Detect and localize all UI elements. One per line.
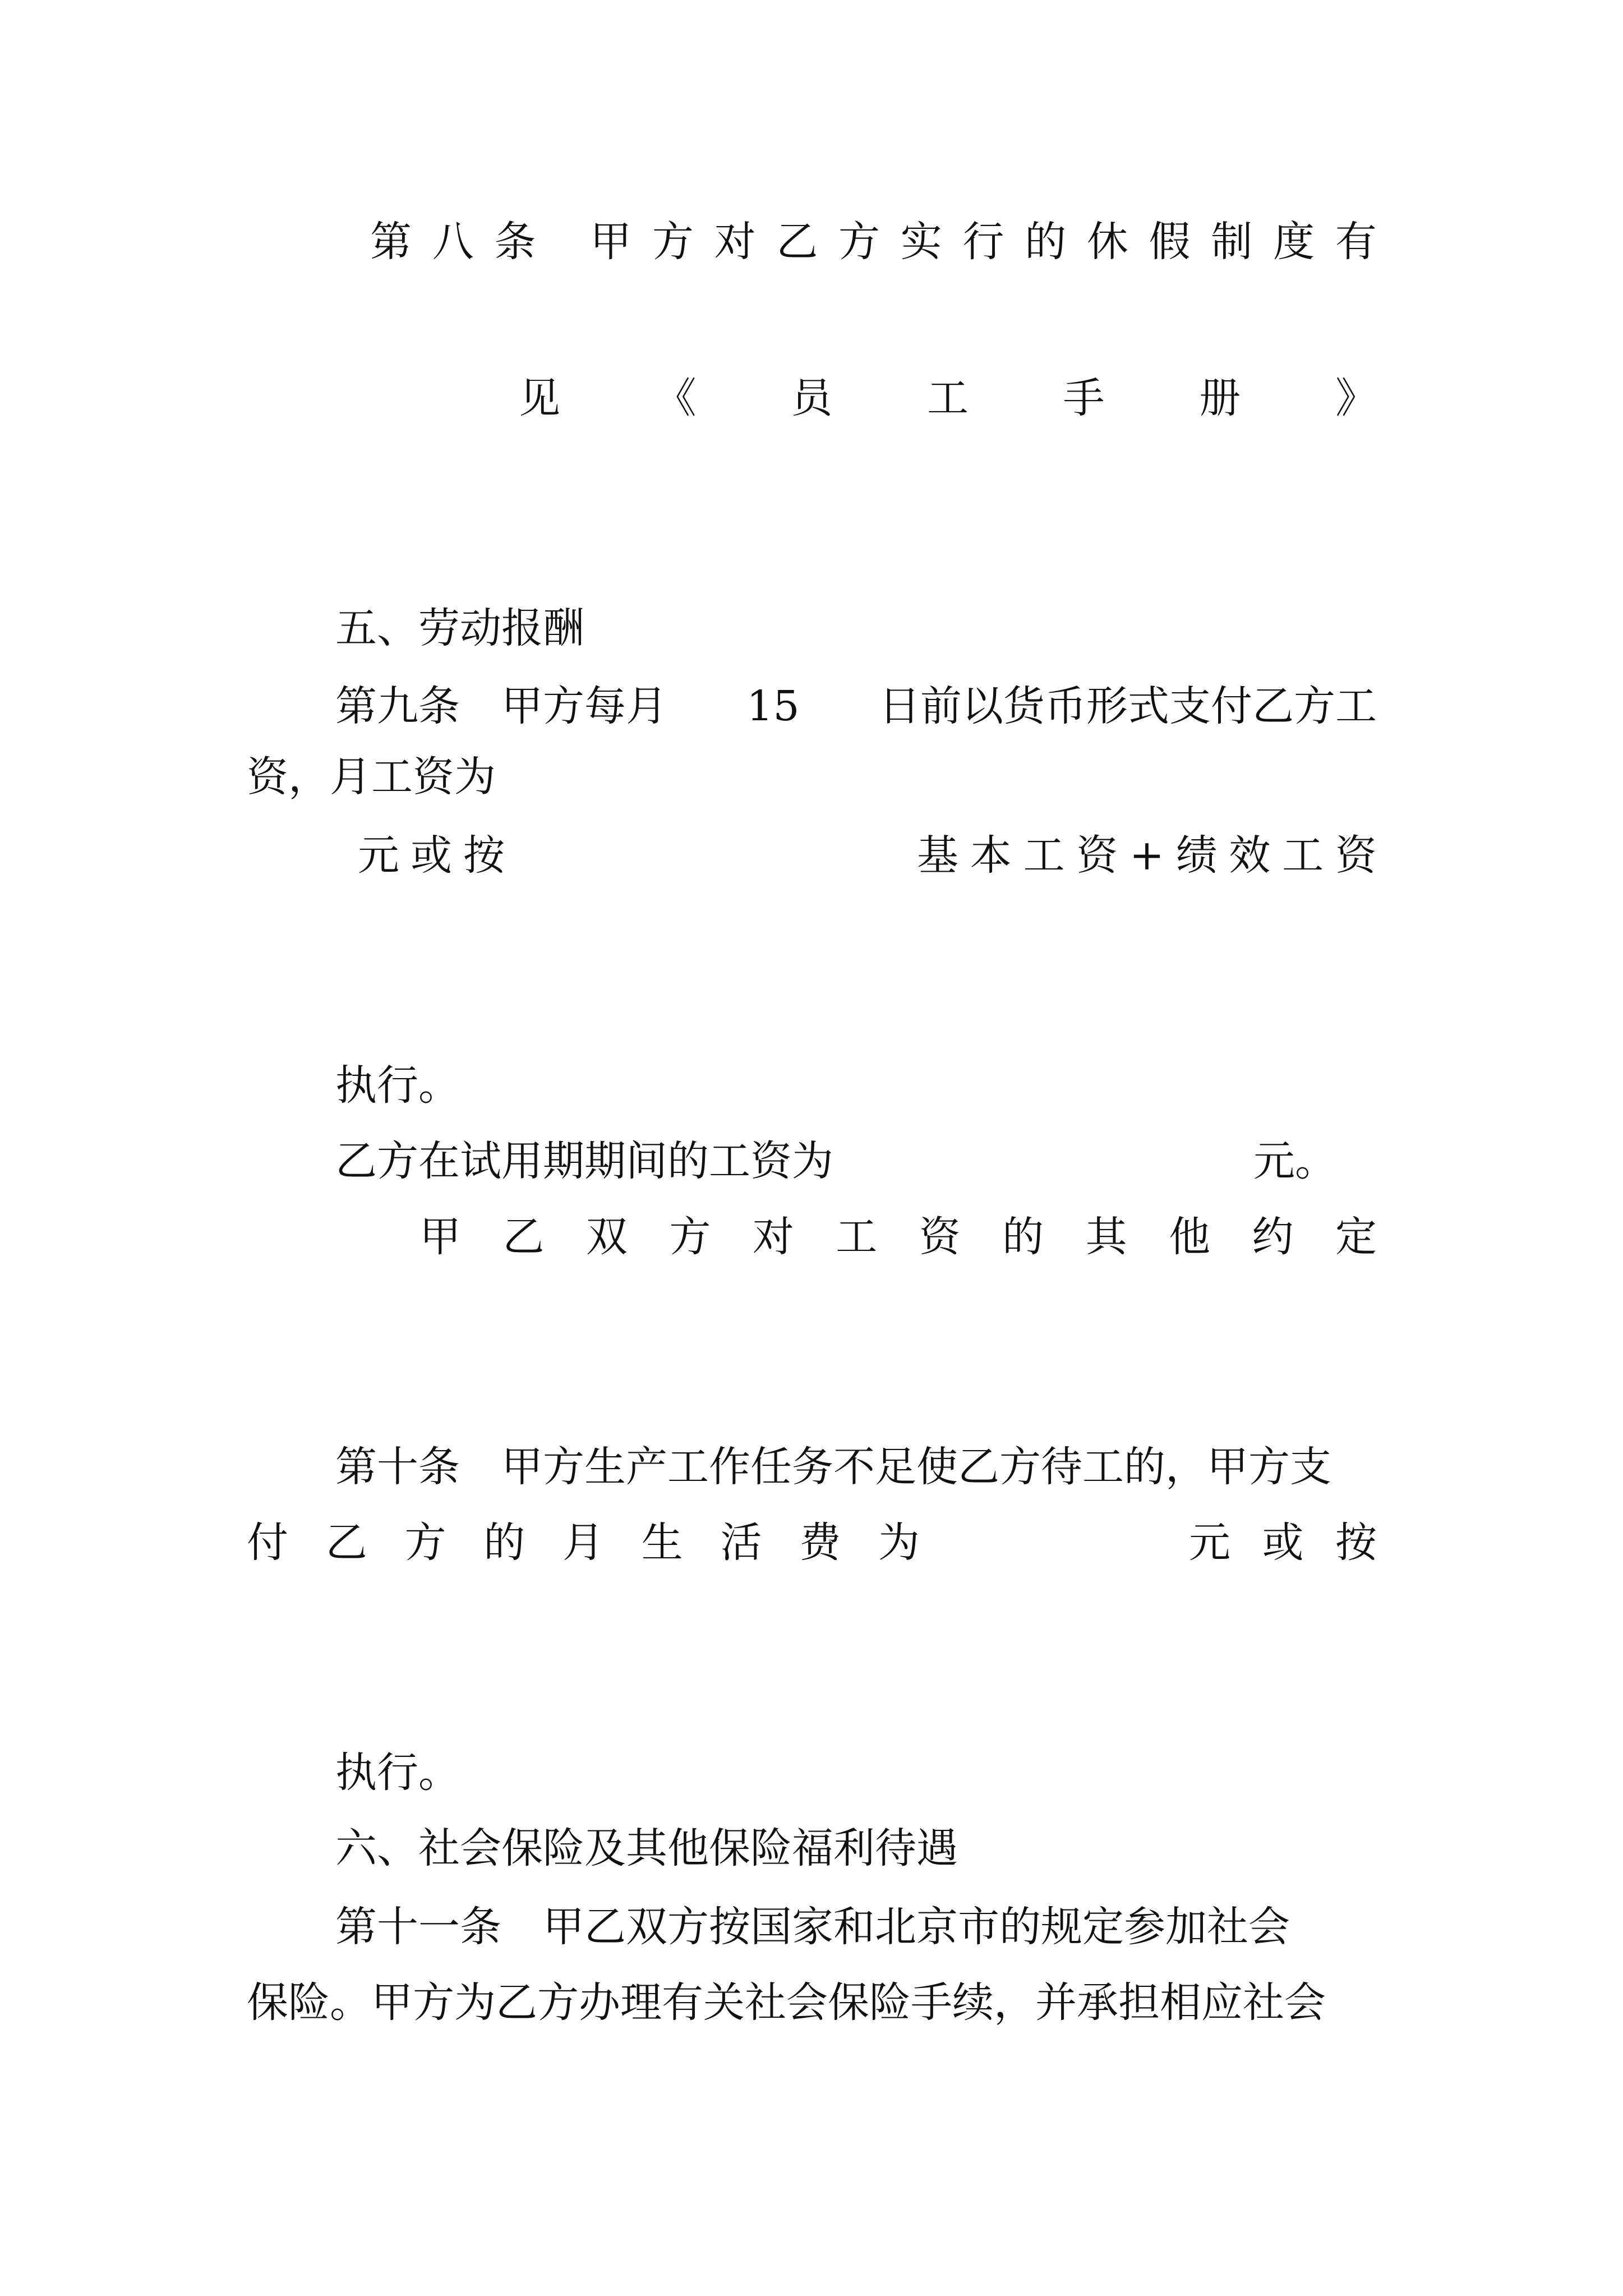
article-10-line-2-left [247,1517,920,1568]
article-10-line-2-right [1189,1517,1377,1568]
char: 方 [652,218,694,266]
other-wage-agreement [419,1212,1377,1262]
char: 手 [1063,374,1105,422]
article-11-line-2: 保险。甲方为乙方办理有关社会保险手续，并承担相应社会 [247,1978,1326,2027]
article-9-line-4: 执行。 [335,1061,460,1110]
char: 按 [1335,1519,1377,1567]
char: 月 [562,1519,604,1567]
article-11-line-1 [335,1902,1377,1952]
char: 度 [1273,218,1315,266]
article-9-line-3-right [917,830,1377,881]
char: 绩 [1175,831,1218,880]
article-9-line-2: 资，月工资为 [247,753,496,801]
char: 八 [432,218,474,266]
char: 乙 [325,1519,367,1567]
article-9-line-1 [335,681,1377,731]
char: 资 [1335,831,1377,880]
section-6-heading: 六、社会保险及其他保险福利待遇 [335,1824,958,1872]
char: 效 [1229,831,1271,880]
char: 乙 [502,1213,545,1261]
article-10-text: 第十条 甲方生产工作任务不足使乙方待工的，甲方支 [335,1443,1331,1491]
char: 的 [1002,1213,1044,1261]
char: 为 [878,1519,920,1567]
char: 行 [962,218,1004,266]
char: 费 [799,1519,841,1567]
char: 元 [1189,1519,1230,1567]
char: 元 [358,831,399,880]
char: 按 [463,831,505,880]
article-10-line-3: 执行。 [335,1749,460,1797]
char: 生 [641,1519,683,1567]
char: 的 [483,1519,525,1567]
char: 定 [1335,1213,1377,1261]
article-10-line-1 [335,1442,1377,1492]
article-8-line-2 [519,373,1377,424]
char: 活 [720,1519,762,1567]
char: 工 [1023,831,1065,880]
char: 约 [1252,1213,1294,1261]
article-9-prefix: 第九条 甲方每月 [335,682,667,730]
char: 方 [838,218,880,266]
article-9-suffix: 日前以货币形式支付乙方工 [878,682,1377,730]
char: 资 [1076,831,1118,880]
char: 对 [714,218,756,266]
char: 第 [370,218,412,266]
probation-wage-text: 乙方在试用期期间的工资为 [335,1137,833,1185]
char: 方 [404,1519,446,1567]
char: 或 [1262,1519,1304,1567]
char: 工 [1282,831,1324,880]
char: 制 [1211,218,1253,266]
article-8-line-1 [370,217,1377,267]
char: 员 [791,374,833,422]
char: 工 [836,1213,878,1261]
char: 的 [1025,218,1067,266]
char: 工 [926,374,969,422]
article-9-day-number: 15 [746,682,800,730]
char: 见 [519,374,560,422]
char: 假 [1149,218,1191,266]
char: 基 [917,831,958,880]
char: 》 [1335,374,1377,422]
probation-wage-unit: 元。 [1253,1137,1336,1185]
char: 本 [970,831,1012,880]
char: 《 [654,374,697,422]
char: 或 [411,831,452,880]
section-5-heading: 五、劳动报酬 [335,604,584,652]
char: 资 [919,1213,961,1261]
article-11-text: 第十一条 甲乙双方按国家和北京市的规定参加社会 [335,1903,1290,1951]
char: 其 [1085,1213,1127,1261]
char: 册 [1199,374,1241,422]
char: 条 [494,218,536,266]
char: 付 [247,1519,288,1567]
char: 实 [900,218,942,266]
char: 乙 [776,218,818,266]
char: 他 [1169,1213,1211,1261]
char: 对 [752,1213,794,1261]
char: 休 [1086,218,1128,266]
char: 甲 [590,218,632,266]
article-9-line-3-left [358,830,505,881]
char: + [1129,831,1164,880]
char: 双 [585,1213,628,1261]
char: 方 [669,1213,711,1261]
char: 有 [1335,218,1377,266]
char: 甲 [419,1213,461,1261]
